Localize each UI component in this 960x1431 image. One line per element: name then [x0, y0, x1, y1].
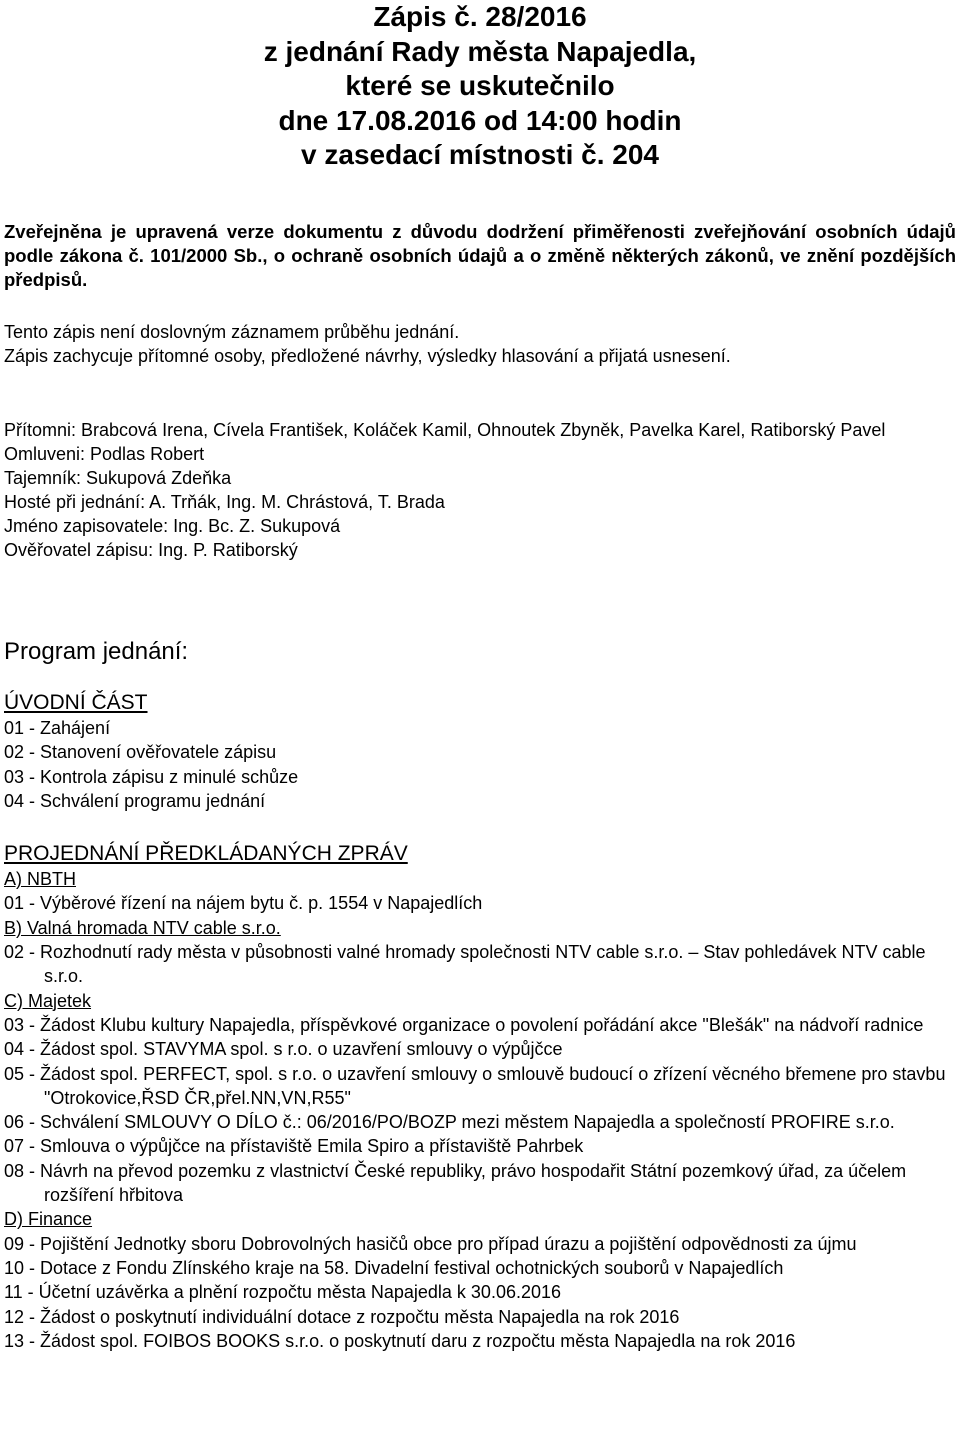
present-members: Přítomni: Brabcová Irena, Cívela František, Koláček Kamil, Ohnoutek Zbyněk, Pavelka Karel, Ratiborský Pavel: [4, 420, 886, 440]
excused-members: Omluveni: Podlas Robert: [4, 444, 205, 464]
intro-line-1: Tento zápis není doslovným záznamem průběhu jednání.: [4, 322, 460, 342]
program-item: 03 - Kontrola zápisu z minulé schůze: [4, 766, 299, 787]
program-heading: Program jednání:: [4, 638, 189, 665]
program-item: 09 - Pojištění Jednotky sboru Dobrovolných hasičů obce pro případ úrazu a pojištění odpovědnosti za újmu: [4, 1233, 857, 1254]
program-item: 08 - Návrh na převod pozemku z vlastnictví České republiky, právo hospodařit Státní pozemkový úřad, za účelem rozšíření hřbitova: [4, 1160, 907, 1206]
recorder: Jméno zapisovatele: Ing. Bc. Z. Sukupová: [4, 516, 341, 536]
intro-section-title: ÚVODNÍ ČÁST: [4, 691, 148, 714]
document-title: [0, 0, 960, 173]
program-item: 07 - Smlouva o výpůjčce na přístaviště Emila Spiro a přístaviště Pahrbek: [4, 1136, 584, 1157]
program-item: 12 - Žádost o poskytnutí individuální dotace z rozpočtu města Napajedla na rok 2016: [4, 1306, 680, 1327]
title-line-4: dne 17.08.2016 od 14:00 hodin: [278, 104, 682, 136]
program-item: 01 - Výběrové řízení na nájem bytu č. p. 1554 v Napajedlích: [4, 893, 483, 914]
attendance-block: [4, 418, 956, 562]
title-line-5: v zasedací místnosti č. 204: [301, 139, 659, 170]
group-title-finance: D) Finance: [4, 1209, 93, 1230]
title-line-3: které se uskutečnilo: [345, 70, 615, 101]
verifier: Ověřovatel zápisu: Ing. P. Ratiborský: [4, 540, 298, 560]
program-item: 04 - Schválení programu jednání: [4, 790, 266, 811]
program-item: 10 - Dotace z Fondu Zlínského kraje na 58. Divadelní festival ochotnických souborů v Napajedlích: [4, 1257, 784, 1278]
program-list: [4, 690, 956, 1353]
intro-text: [4, 320, 956, 368]
program-item: 03 - Žádost Klubu kultury Napajedla, příspěvkové organizace o povolení pořádání akce "Blešák" na nádvoří radnice: [4, 1014, 924, 1035]
secretary: Tajemník: Sukupová Zdeňka: [4, 468, 232, 488]
group-title-property: C) Majetek: [4, 990, 92, 1011]
reports-section-title: PROJEDNÁNÍ PŘEDKLÁDANÝCH ZPRÁV: [4, 842, 408, 866]
program-item: 13 - Žádost spol. FOIBOS BOOKS s.r.o. o poskytnutí daru z rozpočtu města Napajedla na rok 2016: [4, 1330, 796, 1351]
title-line-1: Zápis č. 28/2016: [373, 1, 587, 32]
program-item: 06 - Schválení SMLOUVY O DÍLO č.: 06/2016/PO/BOZP mezi městem Napajedla a společností PROFIRE s.r.o.: [4, 1112, 895, 1133]
program-item: 11 - Účetní uzávěrka a plnění rozpočtu města Napajedla k 30.06.2016: [4, 1282, 562, 1303]
guests: Hosté při jednání: A. Trňák, Ing. M. Chrástová, T. Brada: [4, 492, 445, 512]
redaction-notice: Zveřejněna je upravená verze dokumentu z důvodu dodržení přiměřenosti zveřejňování osobních údajů podle zákona č. 101/2000 Sb., o ochraně osobních údajů a o změně některých zákonů, ve znění pozdějších předpisů.: [4, 221, 956, 290]
group-title-general-meeting: B) Valná hromada NTV cable s.r.o.: [4, 917, 281, 938]
program-item: 01 - Zahájení: [4, 718, 111, 738]
program-item: 02 - Stanovení ověřovatele zápisu: [4, 742, 277, 763]
program-item: 02 - Rozhodnutí rady města v působnosti valné hromady společnosti NTV cable s.r.o. – Stav pohledávek NTV cable s.r.o.: [4, 942, 926, 987]
program-item: 04 - Žádost spol. STAVYMA spol. s r.o. o uzavření smlouvy o výpůjčce: [4, 1039, 563, 1060]
section-spacer: [4, 813, 956, 841]
program-item: 05 - Žádost spol. PERFECT, spol. s r.o. o uzavření smlouvy o smlouvě budoucí o zřízení věcného břemene pro stavbu "Otrokovice,ŘSD ČR,přel.NN,VN,R55": [4, 1063, 946, 1108]
group-title-nbth: A) NBTH: [4, 869, 76, 890]
intro-line-2: Zápis zachycuje přítomné osoby, předložené návrhy, výsledky hlasování a přijatá usnesení.: [4, 346, 731, 366]
title-line-2: z jednání Rady města Napajedla,: [263, 35, 697, 67]
